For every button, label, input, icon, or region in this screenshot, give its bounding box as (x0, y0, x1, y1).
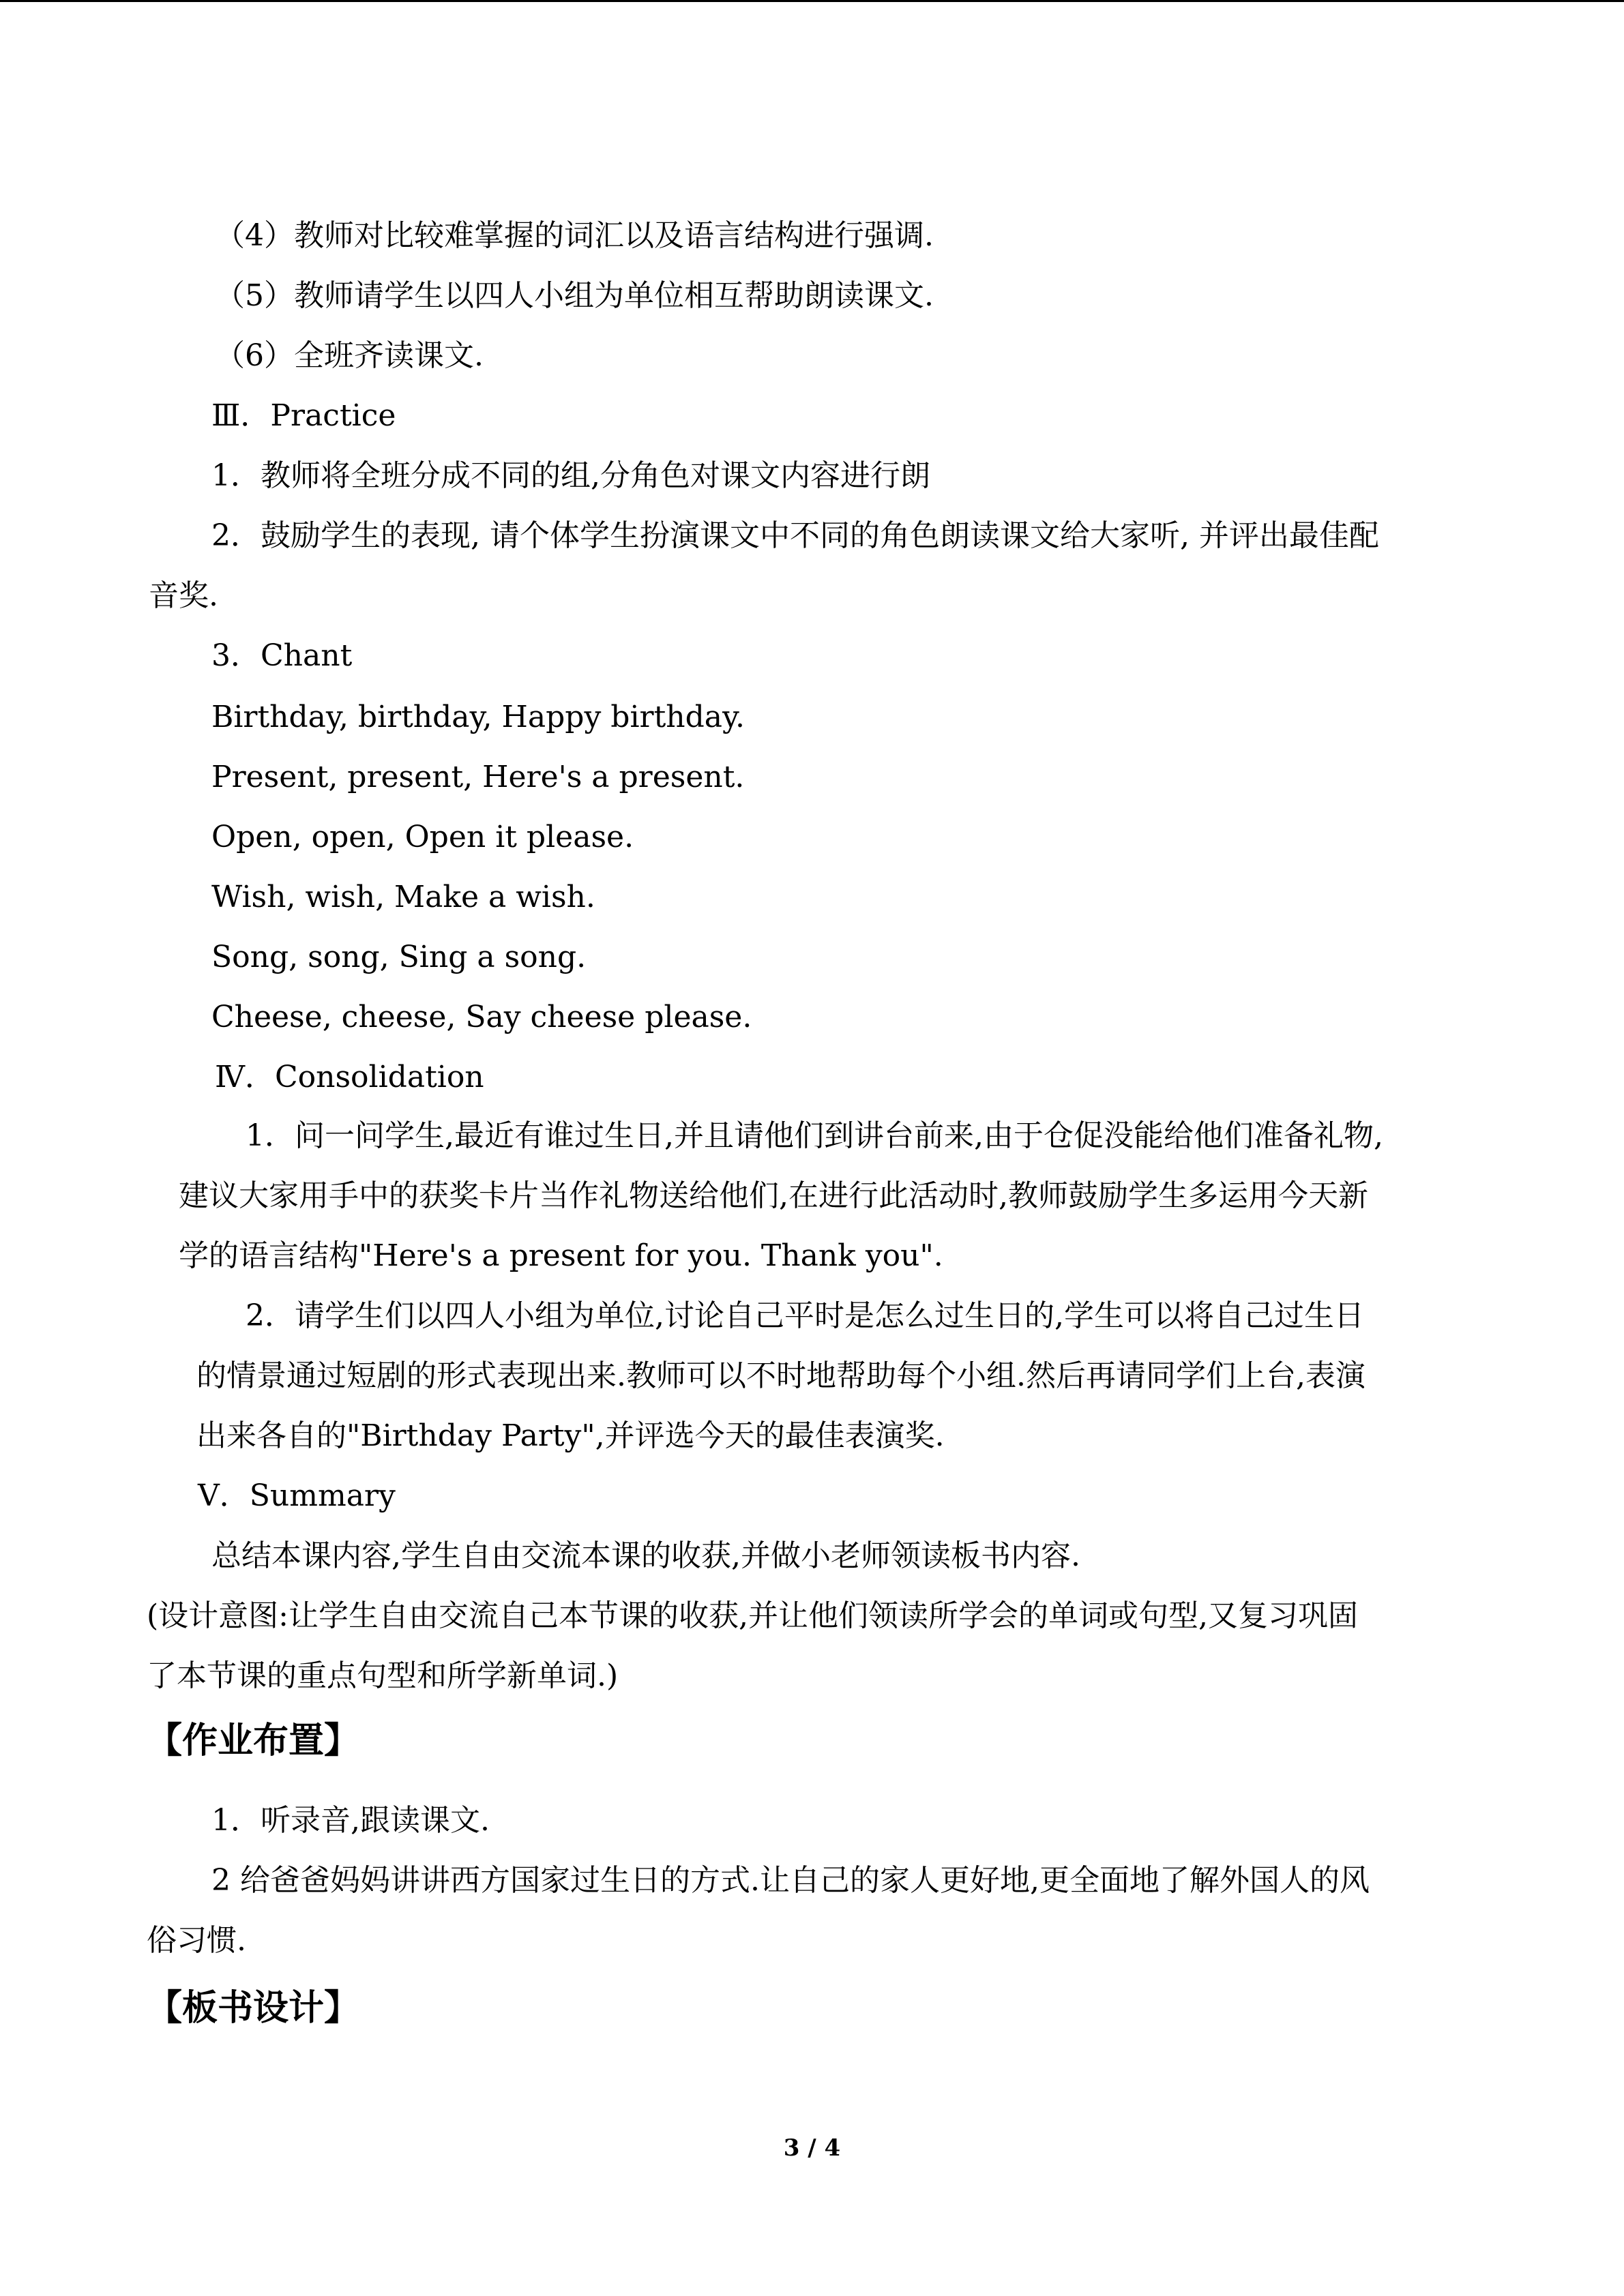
text-line: 1．教师将全班分成不同的组,分角色对课文内容进行朗 (211, 458, 930, 493)
chant-line: Open, open, Open it please. (211, 820, 634, 854)
text-line: 建议大家用手中的获奖卡片当作礼物送给他们,在进行此活动时,教师鼓励学生多运用今天新 (179, 1178, 1368, 1213)
text-line: （5）教师请学生以四人小组为单位相互帮助朗读课文. (215, 278, 934, 313)
chant-line: Song, song, Sing a song. (211, 940, 587, 974)
text-line: （6）全班齐读课文. (215, 338, 484, 373)
text-line: 总结本课内容,学生自由交流本课的收获,并做小老师领读板书内容. (211, 1538, 1080, 1573)
chant-line: Birthday, birthday, Happy birthday. (211, 700, 745, 734)
text-line: 了本节课的重点句型和所学新单词.) (147, 1658, 619, 1693)
text-line: 出来各自的"Birthday Party",并评选今天的最佳表演奖. (196, 1418, 945, 1453)
text-line: 3．Chant (211, 638, 353, 673)
section-heading-consolidation: Ⅳ．Consolidation (215, 1060, 484, 1094)
section-heading-summary: Ⅴ．Summary (198, 1478, 396, 1513)
top-border-line (0, 0, 1624, 2)
text-line: 2 给爸爸妈妈讲讲西方国家过生日的方式.让自己的家人更好地,更全面地了解外国人的风 (211, 1863, 1370, 1898)
text-line: （4）教师对比较难掌握的词汇以及语言结构进行强调. (215, 218, 934, 253)
text-line: 音奖. (149, 578, 218, 613)
text-line: 2．请学生们以四人小组为单位,讨论自己平时是怎么过生日的,学生可以将自己过生日 (246, 1298, 1364, 1333)
chant-line: Wish, wish, Make a wish. (211, 880, 595, 914)
text-line: 2．鼓励学生的表现, 请个体学生扮演课文中不同的角色朗读课文给大家听, 并评出最佳配 (211, 518, 1379, 553)
text-line: 学的语言结构"Here's a present for you. Thank you". (179, 1238, 943, 1273)
text-line: 的情景通过短剧的形式表现出来.教师可以不时地帮助每个小组.然后再请同学们上台,表演 (196, 1358, 1365, 1393)
chant-line: Present, present, Here's a present. (211, 760, 745, 794)
text-line: 俗习惯. (147, 1923, 246, 1958)
chant-line: Cheese, cheese, Say cheese please. (211, 1000, 752, 1034)
text-line: (设计意图:让学生自由交流自己本节课的收获,并让他们领读所学会的单词或句型,又复习巩固 (147, 1598, 1358, 1633)
heading-blackboard-design: 【板书设计】 (147, 1988, 360, 2029)
text-line: 1．问一问学生,最近有谁过生日,并且请他们到讲台前来,由于仓促没能给他们准备礼物, (246, 1118, 1383, 1153)
heading-homework: 【作业布置】 (147, 1720, 360, 1761)
section-heading-practice: Ⅲ．Practice (211, 398, 396, 433)
text-line: 1．听录音,跟读课文. (211, 1803, 490, 1838)
page-number: 3 / 4 (783, 2134, 841, 2162)
